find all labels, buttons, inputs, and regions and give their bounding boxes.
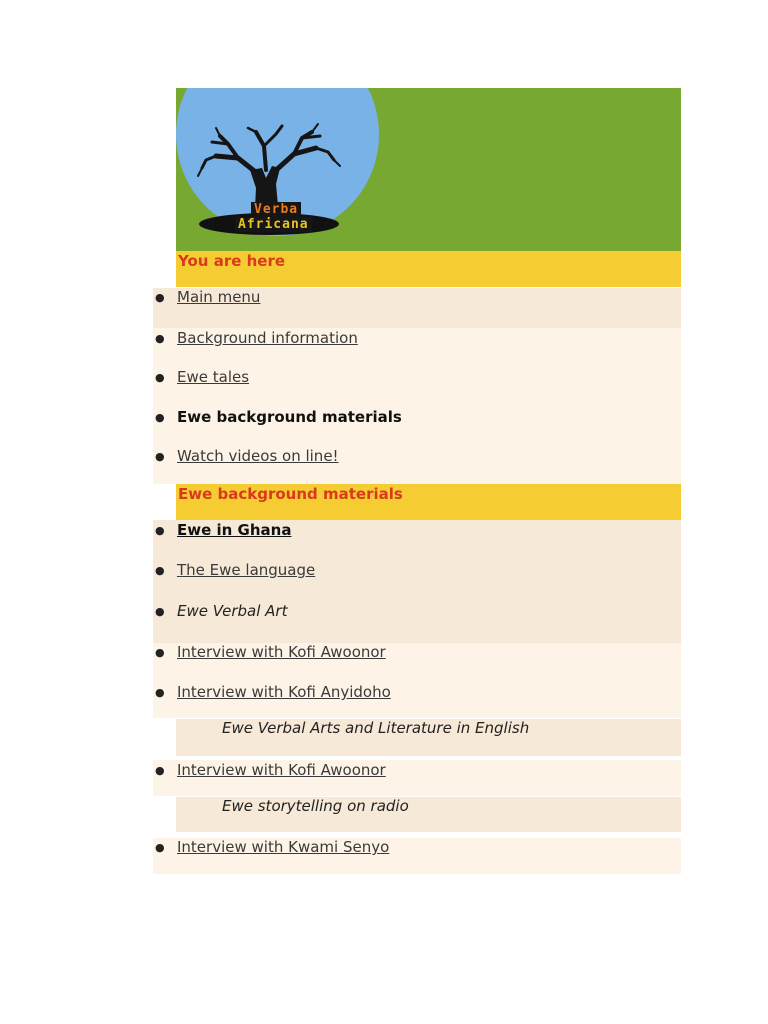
nav-link-ewe-tales[interactable]: Ewe tales <box>177 368 250 386</box>
nav-link-background-information[interactable]: Background information <box>177 329 358 347</box>
nav-current-ewe-background-materials: Ewe background materials <box>177 408 402 426</box>
subsection-heading-literature-english: Ewe Verbal Arts and Literature in English <box>222 719 530 737</box>
header-banner <box>176 88 681 251</box>
section-link-ewe-in-ghana[interactable]: Ewe in Ghana <box>177 521 292 539</box>
breadcrumb-heading-bar <box>176 251 681 287</box>
breadcrumb-heading: You are here <box>178 252 286 270</box>
logo-text-verba: Verba <box>251 202 301 217</box>
section-link-interview-kofi-anyidoho[interactable]: Interview with Kofi Anyidoho <box>177 683 391 701</box>
section-link-ewe-language[interactable]: The Ewe language <box>177 561 316 579</box>
bullet-icon: ● <box>155 841 165 854</box>
section-heading: Ewe background materials <box>178 485 403 503</box>
bullet-icon: ● <box>155 411 165 424</box>
bullet-icon: ● <box>155 764 165 777</box>
bullet-icon: ● <box>155 450 165 463</box>
bullet-icon: ● <box>155 646 165 659</box>
subsection-link-interview-kwami-senyo[interactable]: Interview with Kwami Senyo <box>177 838 390 856</box>
bullet-icon: ● <box>155 332 165 345</box>
bullet-icon: ● <box>155 686 165 699</box>
nav-link-main-menu[interactable]: Main menu <box>177 288 261 306</box>
nav-link-watch-videos[interactable]: Watch videos on line! <box>177 447 339 465</box>
section-heading-bar <box>176 484 681 520</box>
subsection-link-interview-kofi-awoonor[interactable]: Interview with Kofi Awoonor <box>177 761 386 779</box>
subsection-heading-storytelling-radio: Ewe storytelling on radio <box>222 797 409 815</box>
bullet-icon: ● <box>155 371 165 384</box>
section-item-ewe-verbal-art: Ewe Verbal Art <box>177 602 288 620</box>
section-link-interview-kofi-awoonor[interactable]: Interview with Kofi Awoonor <box>177 643 386 661</box>
bullet-icon: ● <box>155 605 165 618</box>
bullet-icon: ● <box>155 564 165 577</box>
logo-text-africana: Africana <box>235 217 312 232</box>
bullet-icon: ● <box>155 524 165 537</box>
bullet-icon: ● <box>155 291 165 304</box>
